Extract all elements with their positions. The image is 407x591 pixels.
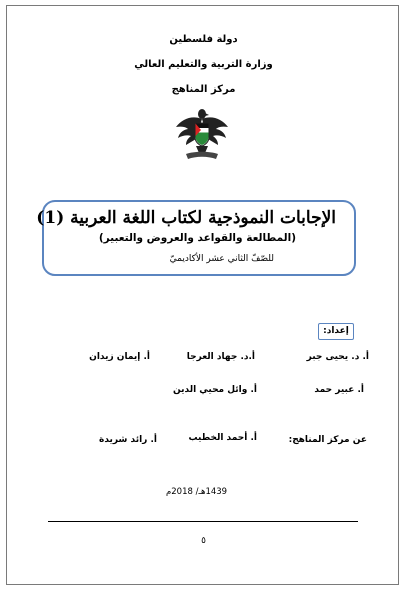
page-number: ٥ xyxy=(201,536,206,546)
author-name: أ. وائل محيي الدين xyxy=(173,385,257,395)
palestine-eagle-emblem-icon xyxy=(174,105,230,163)
footer-divider xyxy=(48,521,358,522)
curriculum-center-name: مركز المناهج xyxy=(171,84,236,95)
grade-label: للصّفّ الثاني عشر الأكاديميّ xyxy=(169,254,274,264)
author-name: أ. د. يحيى جبر xyxy=(306,352,369,362)
curriculum-member-name: أ. رائد شريدة xyxy=(99,435,157,445)
publication-year: 1439هـ/ 2018م xyxy=(166,487,228,497)
curriculum-member-name: أ. أحمد الخطيب xyxy=(188,433,257,443)
state-name: دولة فلسطين xyxy=(169,34,238,45)
prepared-by-label: إعداد: xyxy=(318,323,354,340)
author-name: أ. إيمان زيدان xyxy=(89,352,150,362)
book-subtitle: (المطالعة والقواعد والعروض والتعبير) xyxy=(98,232,296,244)
book-title: الإجابات النموذجية لكتاب اللغة العربية (1) xyxy=(36,208,336,228)
ministry-name: وزارة التربية والتعليم العالي xyxy=(134,59,273,70)
curriculum-center-label: عن مركز المناهج: xyxy=(288,435,367,445)
author-name: أ.د. جهاد العرجا xyxy=(186,352,255,362)
author-name: أ. عبير حمد xyxy=(314,385,364,395)
title-box xyxy=(36,200,356,276)
